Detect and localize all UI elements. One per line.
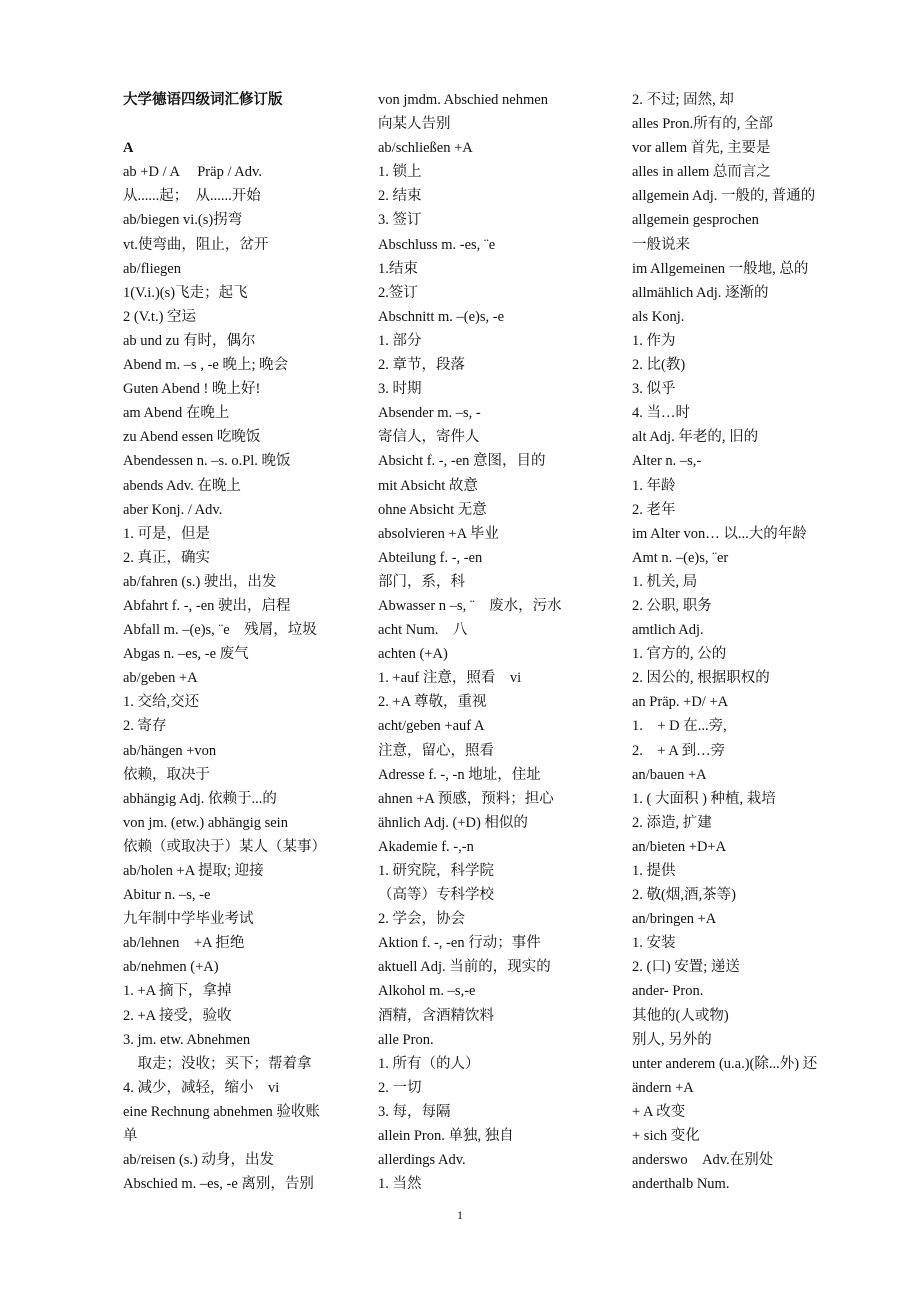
vocab-line: 注意，留心，照看 xyxy=(378,742,494,759)
vocab-line: ohne Absicht 无意 xyxy=(378,501,487,518)
vocab-line: 1. + D 在...旁, xyxy=(632,718,727,735)
vocab-line: 1.结束 xyxy=(378,260,418,277)
vocab-line: mit Absicht 故意 xyxy=(378,477,478,494)
vocab-line: Abgas n. –es, -e 废气 xyxy=(123,646,249,663)
vocab-line: von jmdm. Abschied nehmen xyxy=(378,92,548,108)
vocab-line: ab/lehnen +A 拒绝 xyxy=(123,935,245,952)
vocab-line: ahnen +A 预感，预料；担心 xyxy=(378,790,554,807)
vocab-line: aktuell Adj. 当前的，现实的 xyxy=(378,959,551,976)
vocab-line: Abschied m. –es, -e 离别，告别 xyxy=(123,1176,314,1193)
vocab-line: 2. 比(教) xyxy=(632,357,686,374)
vocab-line: 1. 交给,交还 xyxy=(123,694,200,711)
vocab-line: 一般说来 xyxy=(632,236,690,253)
vocab-line: Abfall m. –(e)s, ¨e 残屑，垃圾 xyxy=(123,622,317,639)
vocab-line: 单 xyxy=(123,1128,138,1145)
vocab-line: 2. +A 尊敬，重视 xyxy=(378,694,487,711)
vocab-line: allerdings Adv. xyxy=(378,1152,466,1169)
vocab-line: 2. 敬(烟,酒,茶等) xyxy=(632,887,736,904)
vocab-line: 2. + A 到…旁 xyxy=(632,742,726,759)
vocab-line: Abitur n. –s, -e xyxy=(123,887,211,904)
vocab-line: 2. 老年 xyxy=(632,501,676,518)
vocab-line: am Abend 在晚上 xyxy=(123,405,230,422)
vocab-line: alles in allem 总而言之 xyxy=(632,164,771,181)
vocab-line: im Allgemeinen 一般地, 总的 xyxy=(632,260,809,277)
vocab-line: 1. 提供 xyxy=(632,863,676,879)
vocab-line: alt Adj. 年老的, 旧的 xyxy=(632,429,759,446)
vocab-line: 1. 可是，但是 xyxy=(123,525,210,542)
vocab-line: allgemein gesprochen xyxy=(632,212,759,229)
vocab-line: ab und zu 有时，偶尔 xyxy=(123,332,256,349)
vocab-line: ab/fahren (s.) 驶出，出发 xyxy=(123,573,277,590)
vocab-line: 2.签订 xyxy=(378,284,418,301)
vocab-line: allein Pron. 单独, 独自 xyxy=(378,1128,514,1145)
vocab-line: im Alter von… 以...大的年龄 xyxy=(632,525,807,542)
vocab-line: ab/hängen +von xyxy=(123,742,217,759)
vocab-line: eine Rechnung abnehmen 验收账 xyxy=(123,1103,320,1120)
vocab-line: 1. 部分 xyxy=(378,332,422,349)
document-title: 大学德语四级词汇修订版 xyxy=(123,92,283,108)
vocab-line: 九年制中学毕业考试 xyxy=(123,911,254,928)
vocab-line: 2. 一切 xyxy=(378,1079,422,1096)
vocab-line: 2. 寄存 xyxy=(123,718,167,735)
vocab-line: Alkohol m. –s,-e xyxy=(378,983,476,1000)
vocab-line: 1. 年龄 xyxy=(632,477,676,494)
vocab-line: ab/biegen vi.(s)拐弯 xyxy=(123,212,243,229)
vocab-line: ähnlich Adj. (+D) 相似的 xyxy=(378,814,528,831)
vocab-line: anderthalb Num. xyxy=(632,1176,730,1193)
vocab-line: 2. (口) 安置; 递送 xyxy=(632,959,740,976)
vocab-line: ab/fliegen xyxy=(123,260,181,277)
vocab-line: an/bringen +A xyxy=(632,911,717,928)
vocab-line: 3. jm. etw. Abnehmen xyxy=(123,1031,251,1048)
vocab-line: 依赖，取决于 xyxy=(123,766,210,783)
vocab-line: als Konj. xyxy=(632,308,685,325)
vocab-line: 部门，系，科 xyxy=(378,573,465,590)
vocab-line: 从......起； 从......开始 xyxy=(123,188,261,205)
vocab-line: unter anderem (u.a.)(除...外) 还 xyxy=(632,1055,818,1072)
vocab-line: 依赖（或取决于）某人（某事） xyxy=(123,838,326,855)
vocab-line: （高等）专科学校 xyxy=(378,887,494,904)
vocab-line: 1. +auf 注意，照看 vi xyxy=(378,670,522,687)
text-column-1 xyxy=(123,88,358,1196)
vocab-line: allgemein Adj. 一般的, 普通的 xyxy=(632,188,816,205)
vocab-line: 2. 章节，段落 xyxy=(378,357,465,374)
vocab-line: von jm. (etw.) abhängig sein xyxy=(123,814,288,831)
vocab-line: ab/geben +A xyxy=(123,670,198,687)
vocab-line: Abend m. –s , -e 晚上; 晚会 xyxy=(123,357,289,374)
vocab-line: ab/nehmen (+A) xyxy=(123,959,219,976)
vocab-line: Abteilung f. -, -en xyxy=(378,549,483,566)
vocab-line: 1. 锁上 xyxy=(378,164,422,181)
vocab-line: Abendessen n. –s. o.Pl. 晚饭 xyxy=(123,453,291,470)
vocab-line: Aktion f. -, -en 行动；事件 xyxy=(378,935,541,952)
vocab-line: vt.使弯曲，阻止，岔开 xyxy=(123,236,269,253)
vocab-line: Abfahrt f. -, -en 驶出，启程 xyxy=(123,597,291,614)
vocab-line: abends Adv. 在晚上 xyxy=(123,477,241,494)
vocab-line: Absender m. –s, - xyxy=(378,405,481,422)
vocab-line: abhängig Adj. 依赖于...的 xyxy=(123,790,277,807)
vocab-line: 2. 添造, 扩建 xyxy=(632,814,712,831)
vocab-line: ab/holen +A 提取; 迎接 xyxy=(123,863,264,879)
vocab-line: Abwasser n –s, ¨ 废水，污水 xyxy=(378,597,562,614)
vocab-line: 酒精，含酒精饮料 xyxy=(378,1007,494,1024)
vocab-line: 1. 所有（的人） xyxy=(378,1055,480,1072)
vocab-line: 2. 公职, 职务 xyxy=(632,597,712,614)
vocab-line: aber Konj. / Adv. xyxy=(123,501,223,518)
vocab-line: 寄信人，寄件人 xyxy=(378,429,480,446)
vocab-line: ander- Pron. xyxy=(632,983,704,1000)
vocab-line: 2 (V.t.) 空运 xyxy=(123,308,197,325)
vocab-line: 4. 减少，减轻，缩小 vi xyxy=(123,1079,280,1096)
vocab-line: 3. 签订 xyxy=(378,212,422,229)
vocab-line: 2. 结束 xyxy=(378,188,422,205)
text-column-3 xyxy=(632,88,872,1196)
vocab-line: an/bauen +A xyxy=(632,766,707,783)
text-column-2 xyxy=(378,88,613,1196)
vocab-line: vor allem 首先, 主要是 xyxy=(632,140,771,157)
vocab-line: Alter n. –s,- xyxy=(632,453,702,470)
vocab-line: absolvieren +A 毕业 xyxy=(378,525,499,542)
vocab-line: 1. 作为 xyxy=(632,332,676,349)
vocab-line: 向某人告别 xyxy=(378,116,451,133)
vocab-line: Guten Abend ! 晚上好! xyxy=(123,381,261,398)
blank-line xyxy=(123,112,358,136)
vocab-line: 1. 官方的, 公的 xyxy=(632,646,727,663)
vocab-line: 2. 真正，确实 xyxy=(123,549,210,566)
vocab-line: achten (+A) xyxy=(378,646,448,663)
vocab-line: 1(V.i.)(s)飞走；起飞 xyxy=(123,284,248,301)
vocab-line: amtlich Adj. xyxy=(632,622,704,639)
vocab-line: 别人, 另外的 xyxy=(632,1031,712,1048)
vocab-line: 取走；没收；买下；帮着拿 xyxy=(123,1055,312,1072)
vocab-line: 1. 研究院，科学院 xyxy=(378,863,494,879)
vocab-line: 3. 似乎 xyxy=(632,381,676,398)
vocab-line: 1. +A 摘下，拿掉 xyxy=(123,983,232,1000)
vocab-line: Akademie f. -,-n xyxy=(378,838,474,855)
vocab-line: acht Num. 八 xyxy=(378,622,468,639)
vocab-line: acht/geben +auf A xyxy=(378,718,485,735)
vocab-line: 1. 安装 xyxy=(632,935,676,952)
vocab-line: 2. +A 接受，验收 xyxy=(123,1007,232,1024)
vocab-line: ändern +A xyxy=(632,1079,694,1096)
vocab-line: allmählich Adj. 逐渐的 xyxy=(632,284,769,301)
vocab-line: 3. 每，每隔 xyxy=(378,1103,451,1120)
vocab-line: Abschnitt m. –(e)s, -e xyxy=(378,308,505,325)
vocab-line: alles Pron.所有的, 全部 xyxy=(632,116,773,133)
vocab-line: 其他的(人或物) xyxy=(632,1007,729,1024)
vocab-line: 1. ( 大面积 ) 种植, 栽培 xyxy=(632,790,776,807)
vocab-line: 2. 不过; 固然, 却 xyxy=(632,92,734,108)
vocab-line: anderswo Adv.在别处 xyxy=(632,1152,774,1169)
vocab-line: an Präp. +D/ +A xyxy=(632,694,729,711)
vocab-line: + sich 变化 xyxy=(632,1128,700,1145)
vocab-line: ab +D / A Präp / Adv. xyxy=(123,164,262,181)
vocab-line: alle Pron. xyxy=(378,1031,434,1048)
page-number: 1 xyxy=(457,1208,463,1222)
vocab-line: 3. 时期 xyxy=(378,381,422,398)
vocab-line: 1. 机关, 局 xyxy=(632,573,698,590)
vocab-line: 1. 当然 xyxy=(378,1176,422,1193)
vocab-line: 2. 学会，协会 xyxy=(378,911,465,928)
vocab-line: an/bieten +D+A xyxy=(632,838,727,855)
vocab-line: Adresse f. -, -n 地址，住址 xyxy=(378,766,541,783)
vocab-line: + A 改变 xyxy=(632,1103,686,1120)
vocab-line: zu Abend essen 吃晚饭 xyxy=(123,429,261,446)
vocab-line: Abschluss m. -es, ¨e xyxy=(378,236,496,253)
vocab-line: ab/reisen (s.) 动身，出发 xyxy=(123,1152,275,1169)
section-letter: A xyxy=(123,140,134,157)
vocab-line: ab/schließen +A xyxy=(378,140,473,157)
vocab-line: 2. 因公的, 根据职权的 xyxy=(632,670,770,687)
vocab-line: 4. 当…时 xyxy=(632,405,690,422)
vocab-line: Amt n. –(e)s, ¨er xyxy=(632,549,729,566)
vocab-line: Absicht f. -, -en 意图，目的 xyxy=(378,453,546,470)
